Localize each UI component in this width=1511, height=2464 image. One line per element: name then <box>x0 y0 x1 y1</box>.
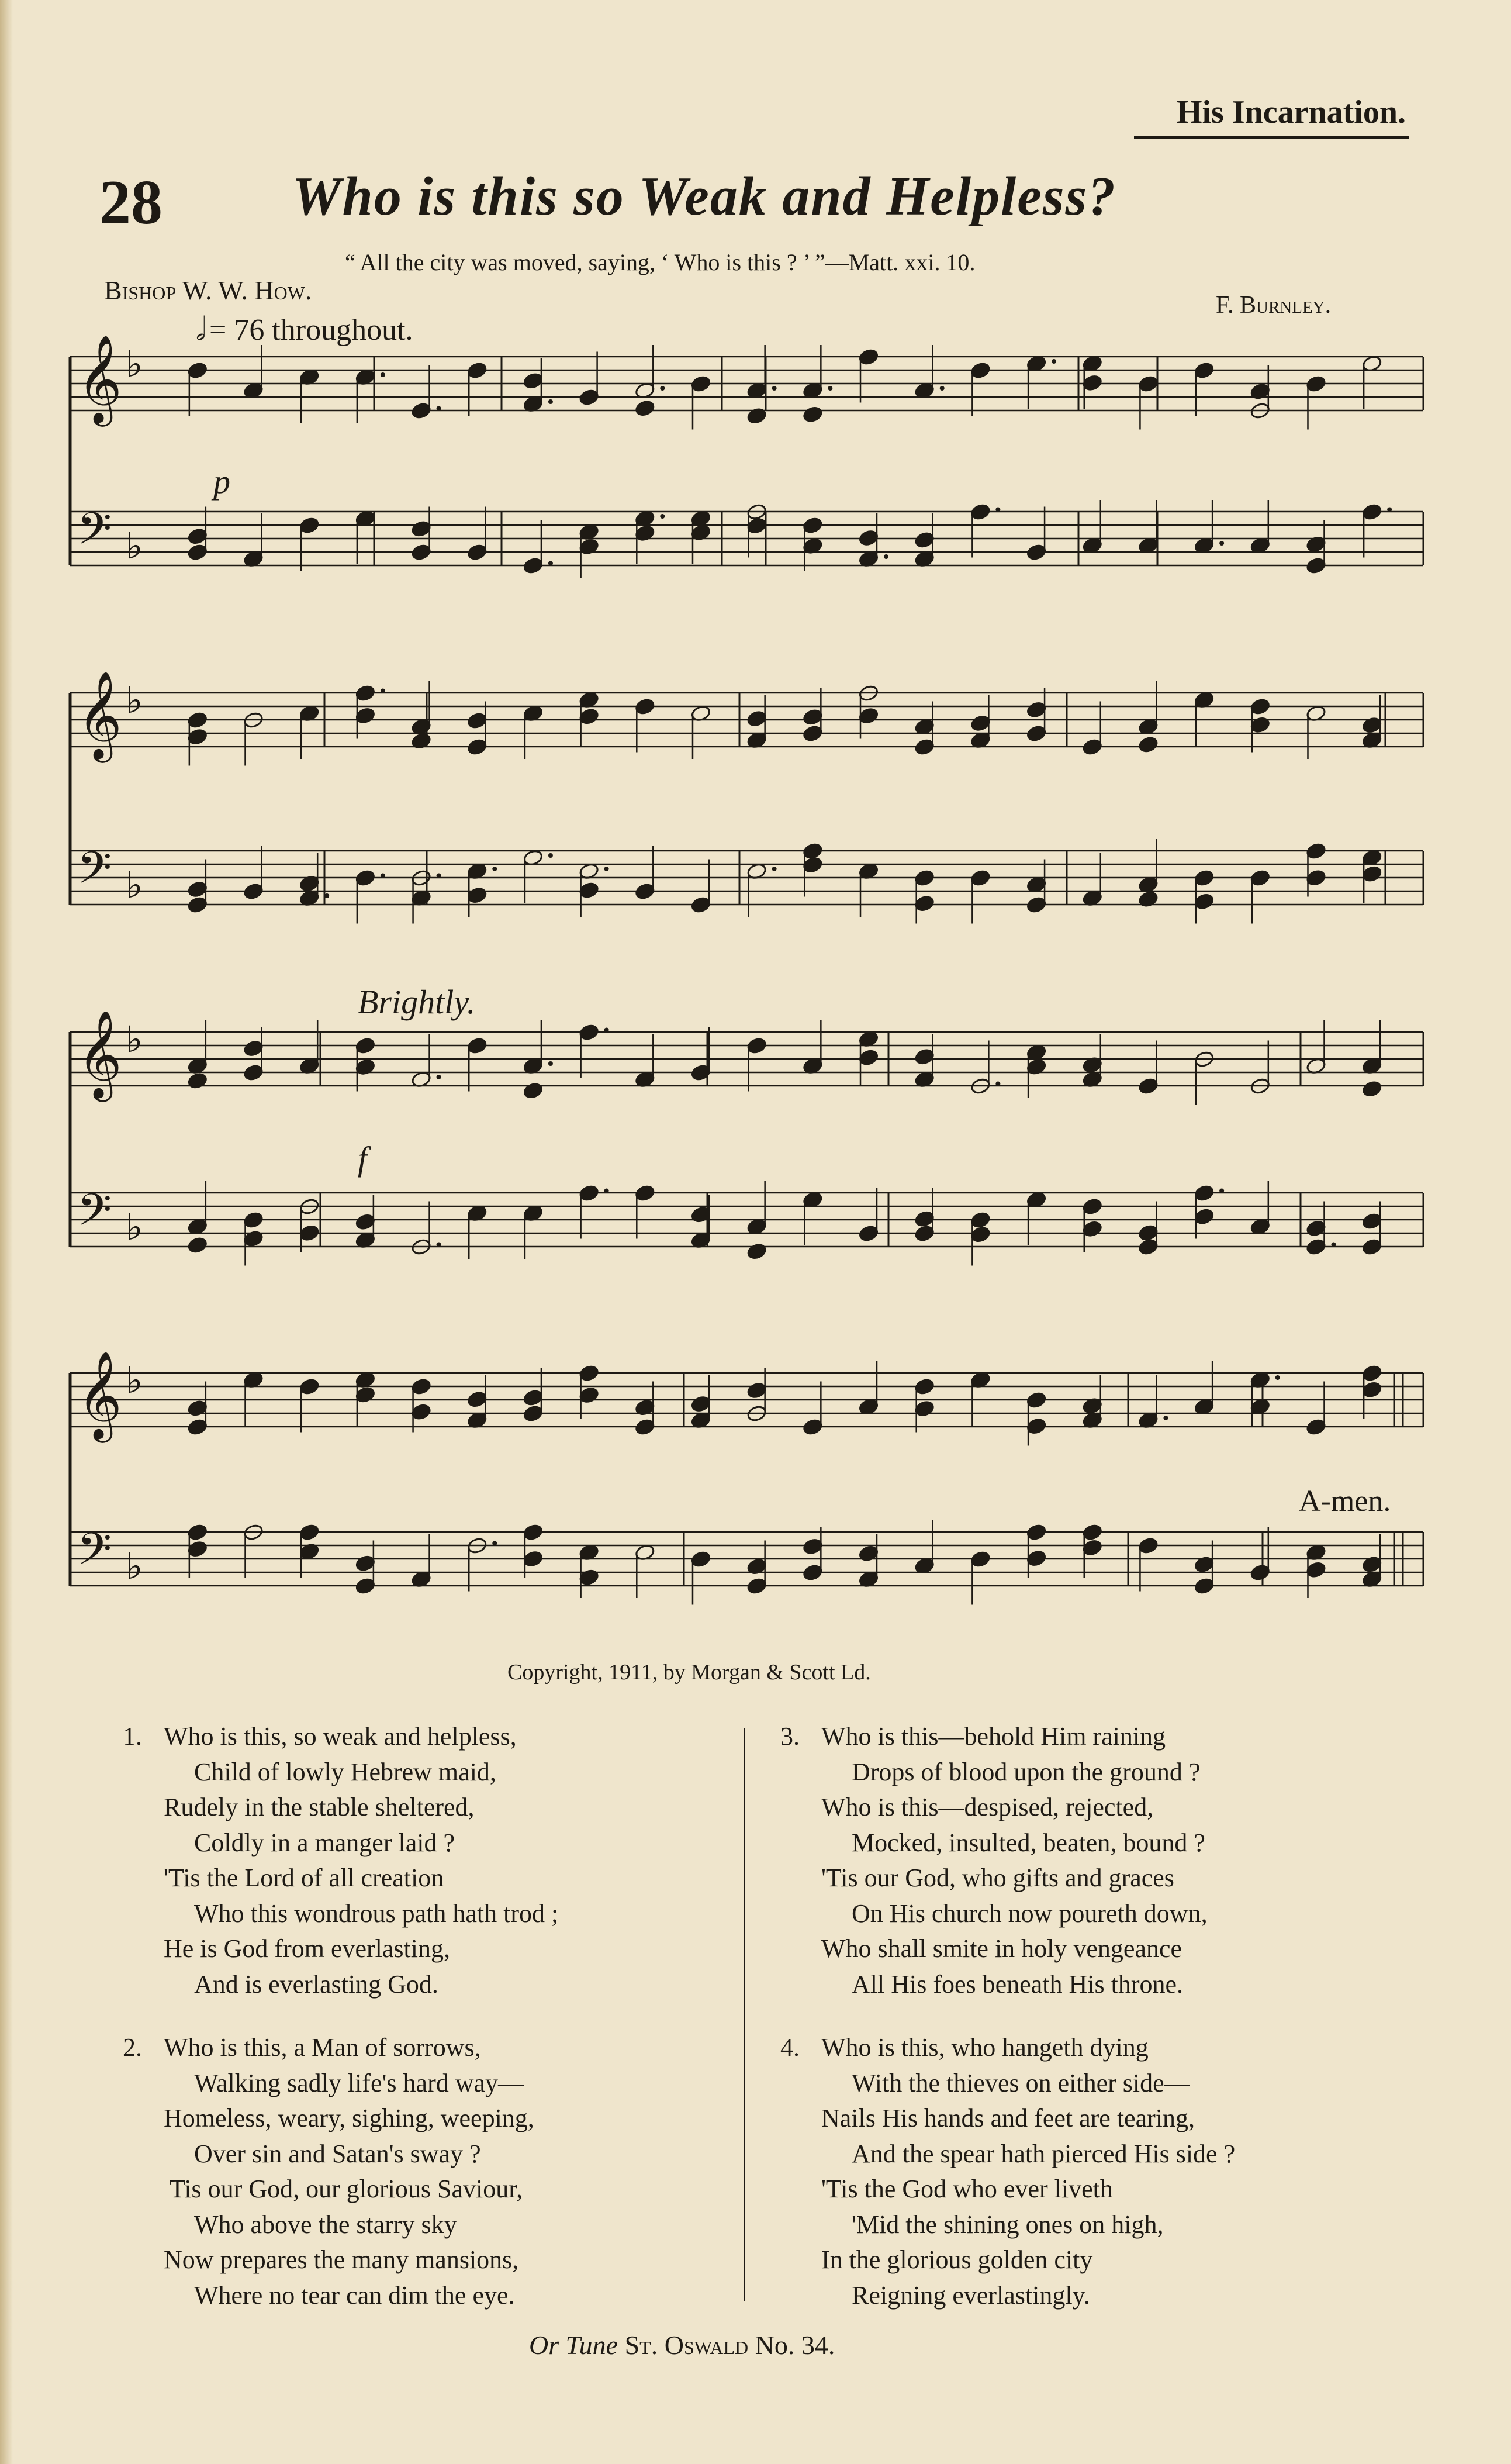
treble-clef-icon: 𝄞 <box>77 1350 122 1439</box>
dot <box>548 399 553 404</box>
notehead <box>858 348 879 366</box>
notehead <box>746 1243 767 1261</box>
notehead <box>523 1389 544 1407</box>
verse-line: Mocked, insulted, beaten, bound ? <box>852 1828 1205 1857</box>
notehead <box>1306 1238 1327 1256</box>
notehead <box>746 1037 767 1055</box>
dot <box>437 874 441 878</box>
composer: F. Burnley. <box>1216 292 1332 319</box>
verse-line: And is everlasting God. <box>194 1969 438 1999</box>
dot <box>548 853 553 858</box>
notehead <box>579 388 600 406</box>
notehead <box>411 1403 432 1421</box>
notehead <box>1306 869 1327 887</box>
notehead <box>634 1418 655 1436</box>
flat-sign-icon: ♭ <box>126 343 143 385</box>
notehead <box>634 1184 655 1202</box>
notehead <box>802 1418 823 1436</box>
notehead <box>802 1564 823 1582</box>
bass-clef-icon: 𝄢 <box>77 842 112 905</box>
flat-sign-icon: ♭ <box>126 864 143 906</box>
notehead <box>802 405 823 423</box>
notehead <box>1026 1391 1047 1409</box>
notehead <box>523 1523 544 1541</box>
notehead <box>187 728 208 746</box>
notehead <box>1194 361 1215 379</box>
notehead <box>243 1211 264 1229</box>
verse-2 <box>123 2030 558 2313</box>
flat-sign-icon: ♭ <box>126 1545 143 1588</box>
notehead <box>187 1418 208 1436</box>
notehead <box>466 738 487 756</box>
dot <box>1219 541 1224 546</box>
column-divider <box>744 1728 745 2301</box>
dot <box>1052 359 1056 364</box>
hymn-number: 28 <box>99 168 162 237</box>
notehead <box>355 1213 376 1231</box>
notehead <box>1026 1417 1047 1435</box>
verse-line: And the spear hath pierced His side ? <box>852 2139 1236 2168</box>
notehead <box>746 1577 767 1595</box>
treble-clef-icon: 𝄞 <box>77 1009 122 1098</box>
notehead <box>634 399 655 417</box>
verse-line: Rudely in the stable sheltered, <box>164 1793 475 1821</box>
notehead <box>1026 724 1047 743</box>
notehead <box>746 710 767 728</box>
notehead <box>299 516 320 534</box>
dot <box>548 1061 553 1066</box>
notehead <box>1194 892 1215 910</box>
dot <box>381 689 385 693</box>
notehead <box>1361 1381 1382 1399</box>
dot <box>604 867 609 871</box>
expression-brightly: Brightly. <box>358 983 476 1021</box>
verse-line: In the glorious golden city <box>821 2245 1093 2274</box>
notehead <box>1082 738 1103 756</box>
notehead <box>466 886 487 905</box>
verse-line: Reigning everlastingly. <box>852 2280 1090 2310</box>
verse-line: Child of lowly Hebrew maid, <box>194 1757 496 1786</box>
notehead <box>1306 375 1327 393</box>
half-note-icon: 𝅗𝅥 <box>196 312 206 347</box>
notehead <box>914 1224 935 1243</box>
verse-line: Tis our God, our glorious Saviour, <box>170 2175 523 2203</box>
notehead <box>579 708 600 726</box>
notehead <box>1361 1555 1382 1573</box>
notehead <box>1361 1364 1382 1382</box>
bass-clef-icon: 𝄢 <box>77 1523 112 1586</box>
dot <box>940 386 945 391</box>
verse-line: Coldly in a manger laid ? <box>194 1828 455 1857</box>
notehead <box>1194 1184 1215 1202</box>
verse-line: Drops of blood upon the ground ? <box>852 1757 1201 1786</box>
notehead <box>1082 1220 1103 1238</box>
notehead <box>299 1378 320 1396</box>
notehead <box>579 1023 600 1041</box>
notehead <box>523 1550 544 1568</box>
verse-line: Nails His hands and feet are tearing, <box>821 2104 1195 2132</box>
notehead <box>914 1378 935 1396</box>
notehead <box>1138 375 1159 393</box>
notehead <box>1250 869 1271 887</box>
epigraph: “ All the city was moved, saying, ‘ Who is this ? ’ ”—Matt. xxi. 10. <box>345 249 976 275</box>
treble-clef-icon: 𝄞 <box>77 334 122 423</box>
notehead <box>187 896 208 914</box>
alternate-tune-number: No. 34. <box>755 2330 835 2360</box>
verse-line: 'Mid the shining ones on high, <box>852 2210 1164 2239</box>
notehead <box>690 1395 711 1413</box>
dot <box>828 386 832 391</box>
tempo-text: = 76 throughout. <box>209 313 413 347</box>
flat-sign-icon: ♭ <box>126 679 143 722</box>
dot <box>381 372 385 377</box>
notehead <box>523 557 544 575</box>
notehead <box>970 715 991 733</box>
notehead <box>355 707 376 725</box>
verse-line: Walking sadly life's hard way— <box>194 2068 524 2097</box>
notehead <box>802 856 823 874</box>
verse-line: Who this wondrous path hath trod ; <box>194 1899 559 1928</box>
notehead <box>802 516 823 534</box>
section-title: His Incarnation. <box>1176 94 1406 130</box>
verse-line: On His church now poureth down, <box>852 1899 1208 1928</box>
notehead <box>466 712 487 730</box>
notehead <box>187 881 208 899</box>
notehead <box>802 842 823 860</box>
notehead <box>970 1550 991 1568</box>
dot <box>437 406 441 411</box>
notehead <box>243 882 264 900</box>
notehead <box>914 869 935 887</box>
notehead <box>1194 869 1215 887</box>
notehead <box>858 1048 879 1067</box>
verse-line: Where no tear can dim the eye. <box>194 2280 515 2310</box>
notehead <box>914 738 935 756</box>
notehead <box>187 1236 208 1254</box>
notehead <box>914 895 935 913</box>
dot <box>772 867 777 871</box>
notehead <box>970 1211 991 1229</box>
notehead <box>579 1568 600 1586</box>
verse-line: All His foes beneath His throne. <box>852 1969 1183 1999</box>
bass-clef-icon: 𝄢 <box>77 503 112 565</box>
dot <box>324 893 329 898</box>
copyright-notice: Copyright, 1911, by Morgan & Scott Ld. <box>507 1660 871 1685</box>
notehead <box>858 529 879 547</box>
notehead <box>355 1058 376 1076</box>
notehead <box>970 869 991 887</box>
notehead <box>1361 1212 1382 1230</box>
notehead <box>299 1523 320 1541</box>
notehead <box>355 1577 376 1595</box>
notehead <box>634 698 655 716</box>
notehead <box>1138 1537 1159 1555</box>
notehead <box>1306 1418 1327 1436</box>
notehead <box>523 1404 544 1423</box>
verses-right-column <box>780 1719 1235 2341</box>
verse-line: Who is this, so weak and helpless, <box>164 1722 517 1751</box>
notehead <box>187 1540 208 1558</box>
verse-3 <box>780 1719 1235 2002</box>
notehead <box>187 361 208 379</box>
notehead <box>243 1064 264 1082</box>
notehead <box>243 1040 264 1058</box>
notehead <box>634 882 655 900</box>
notehead <box>411 543 432 561</box>
notehead <box>466 1037 487 1055</box>
notehead <box>1138 1238 1159 1256</box>
dot <box>884 554 888 559</box>
author: Bishop W. W. How. <box>104 275 312 305</box>
notehead <box>1082 374 1103 392</box>
notehead <box>1138 1077 1159 1095</box>
alternate-tune-prefix: Or Tune <box>529 2330 618 2360</box>
notehead <box>466 361 487 379</box>
notehead <box>1361 1080 1382 1098</box>
dot <box>437 1075 441 1079</box>
dot <box>1163 1416 1168 1420</box>
notehead <box>1361 1238 1382 1256</box>
notehead <box>523 372 544 390</box>
verse-line: Over sin and Satan's sway ? <box>194 2139 481 2168</box>
verse-line: Who shall smite in holy vengeance <box>821 1934 1182 1963</box>
notehead <box>1082 1523 1103 1541</box>
dot <box>492 1541 497 1546</box>
notehead <box>579 1386 600 1404</box>
notehead <box>1026 1550 1047 1568</box>
dot <box>1275 1375 1280 1380</box>
dot <box>995 1082 1000 1086</box>
verse-line: 'Tis our God, who gifts and graces <box>821 1863 1174 1892</box>
notehead <box>802 708 823 726</box>
notehead <box>1250 698 1271 716</box>
dot <box>995 508 1000 512</box>
notehead <box>411 1378 432 1396</box>
verse-line: Who is this, a Man of sorrows, <box>164 2033 481 2062</box>
notehead <box>970 503 991 521</box>
notehead <box>411 402 432 420</box>
notehead <box>187 1523 208 1541</box>
dot <box>381 874 385 878</box>
verses-left-column <box>123 1719 558 2341</box>
notehead <box>1026 543 1047 561</box>
verse-number: 2. <box>123 2033 142 2062</box>
notehead <box>746 1382 767 1400</box>
hymn-title: Who is this so Weak and Helpless? <box>292 166 1117 227</box>
dynamic-piano: p <box>213 463 230 501</box>
verse-number: 3. <box>780 1722 800 1751</box>
notehead <box>690 375 711 393</box>
verse-1 <box>123 1719 558 2002</box>
notehead <box>802 1538 823 1556</box>
notehead <box>970 1226 991 1244</box>
notehead <box>746 407 767 425</box>
notehead <box>914 531 935 549</box>
notehead <box>1026 1523 1047 1541</box>
flat-sign-icon: ♭ <box>126 524 143 567</box>
notehead <box>523 1082 544 1100</box>
notehead <box>1026 701 1047 719</box>
notehead <box>187 1399 208 1417</box>
verse-line: Homeless, weary, sighing, weeping, <box>164 2104 534 2132</box>
notehead <box>187 527 208 546</box>
notehead <box>746 517 767 535</box>
dot <box>660 386 665 391</box>
notehead <box>579 538 600 556</box>
notehead <box>1361 503 1382 521</box>
notehead <box>355 684 376 702</box>
notehead <box>914 1048 935 1066</box>
notehead <box>1250 1564 1271 1582</box>
alternate-tune <box>529 2330 835 2361</box>
notehead <box>1306 842 1327 860</box>
dot <box>437 1243 441 1247</box>
notehead <box>858 707 879 725</box>
notehead <box>355 1037 376 1055</box>
notehead <box>1361 865 1382 883</box>
notehead <box>466 543 487 561</box>
notehead <box>1138 736 1159 754</box>
notehead <box>858 1224 879 1243</box>
notehead <box>1138 1224 1159 1242</box>
notehead <box>411 520 432 538</box>
notehead <box>579 1364 600 1382</box>
notehead <box>187 1072 208 1090</box>
notehead <box>802 724 823 743</box>
verse-line: He is God from everlasting, <box>164 1934 450 1963</box>
dynamic-forte: f <box>358 1140 368 1178</box>
dot <box>772 386 777 391</box>
notehead <box>1306 1561 1327 1579</box>
notehead <box>1194 1207 1215 1226</box>
notehead <box>579 1184 600 1202</box>
notehead <box>1361 716 1382 734</box>
notehead <box>1082 1198 1103 1216</box>
notehead <box>1026 1058 1047 1076</box>
verse-line: With the thieves on either side— <box>852 2068 1190 2097</box>
verse-line: Who above the starry sky <box>194 2210 457 2239</box>
notehead <box>579 881 600 899</box>
verse-line: Who is this—behold Him raining <box>821 1722 1166 1751</box>
notehead <box>243 1230 264 1248</box>
bass-clef-icon: 𝄢 <box>77 1184 112 1247</box>
dot <box>1331 1243 1336 1247</box>
notehead <box>1194 1577 1215 1595</box>
verse-line: Who is this—despised, rejected, <box>821 1793 1154 1821</box>
notehead <box>1138 890 1159 908</box>
dot <box>1387 508 1392 512</box>
notehead <box>858 1544 879 1562</box>
notehead <box>1082 1539 1103 1557</box>
alternate-tune-name: St. Oswald <box>624 2330 749 2360</box>
dot <box>1219 1189 1224 1193</box>
notehead <box>634 524 655 543</box>
verse-line: 'Tis the God who ever liveth <box>821 2175 1113 2203</box>
notehead <box>355 869 376 887</box>
notehead <box>1306 1219 1327 1237</box>
verse-line: Now prepares the many mansions, <box>164 2245 519 2274</box>
flat-sign-icon: ♭ <box>126 1018 143 1061</box>
notehead <box>299 1224 320 1242</box>
dot <box>660 514 665 519</box>
notehead <box>690 896 711 914</box>
flat-sign-icon: ♭ <box>126 1359 143 1402</box>
dot <box>492 867 497 871</box>
notehead <box>187 711 208 729</box>
dot <box>548 561 553 566</box>
notehead <box>355 1386 376 1404</box>
notehead <box>914 1210 935 1228</box>
dot <box>604 1028 609 1033</box>
flat-sign-icon: ♭ <box>126 1206 143 1248</box>
notehead <box>970 361 991 379</box>
verse-line: Who is this, who hangeth dying <box>821 2033 1149 2062</box>
verse-4 <box>780 2030 1235 2313</box>
notehead <box>355 1554 376 1572</box>
notehead <box>690 1550 711 1568</box>
notehead <box>1306 557 1327 575</box>
verse-number: 4. <box>780 2033 800 2062</box>
amen-text: A-men. <box>1299 1485 1391 1518</box>
notehead <box>1026 896 1047 914</box>
dot <box>604 1189 609 1193</box>
treble-clef-icon: 𝄞 <box>77 670 122 759</box>
notehead <box>466 1390 487 1409</box>
notehead <box>914 1400 935 1418</box>
notehead <box>1250 716 1271 734</box>
verse-number: 1. <box>123 1722 142 1751</box>
notehead <box>187 543 208 561</box>
verse-line: 'Tis the Lord of all creation <box>164 1863 444 1892</box>
